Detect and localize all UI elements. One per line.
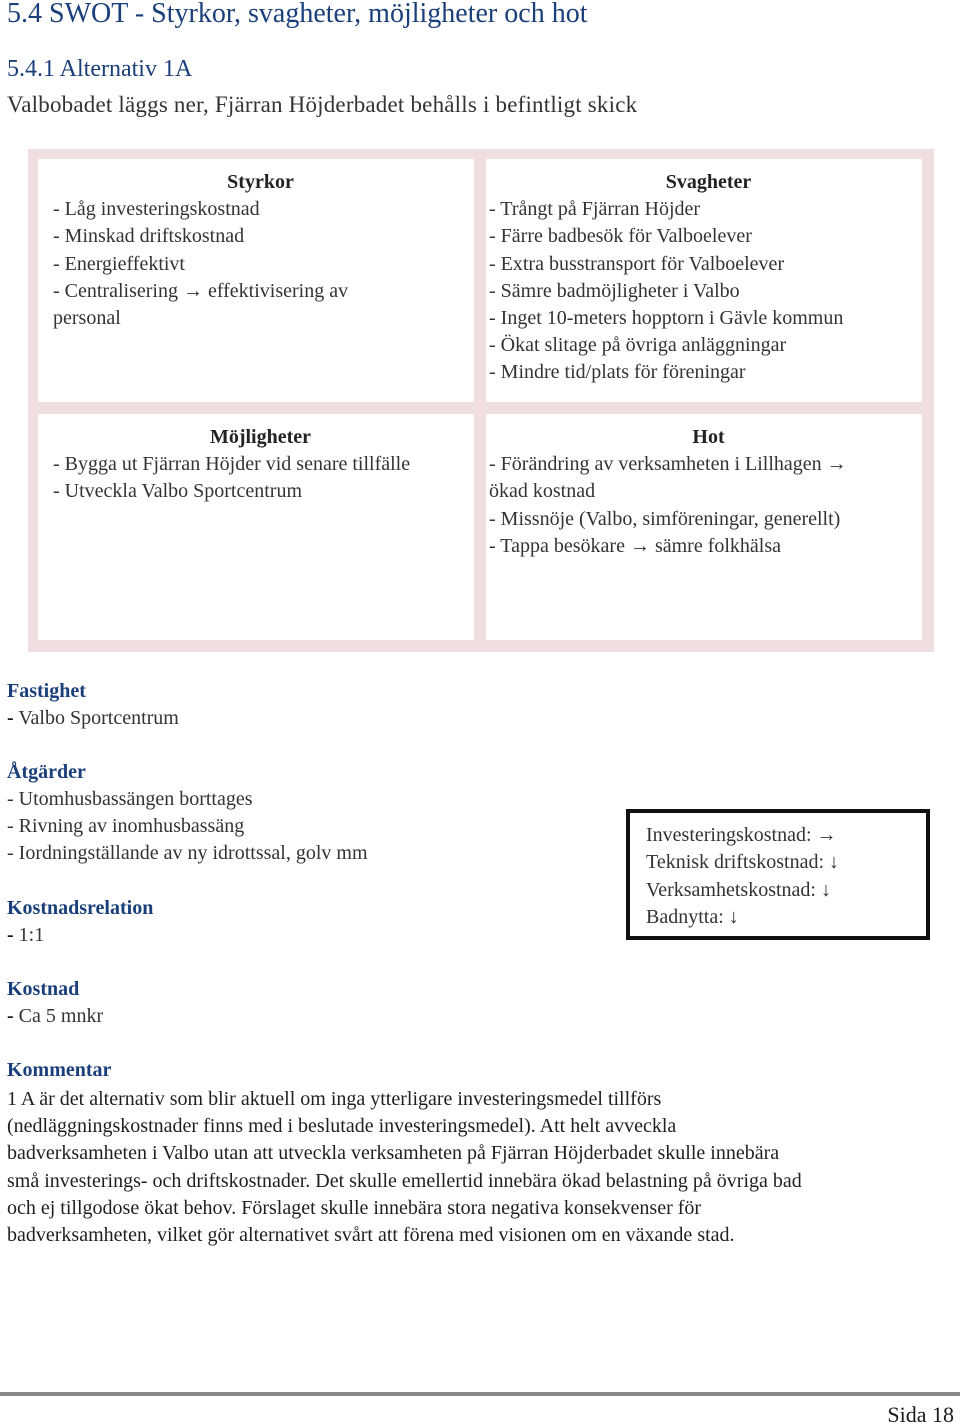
kommentar-line: (nedläggningskostnader finns med i beslutade investeringsmedel). Att helt avveckla xyxy=(7,1115,677,1138)
footer-rule xyxy=(0,1392,960,1396)
strengths-line: - Centralisering → effektivisering av xyxy=(53,279,349,302)
kommentar-label: Kommentar xyxy=(7,1059,112,1081)
strengths-title: Styrkor xyxy=(227,171,294,193)
kostnad-value xyxy=(7,1005,103,1028)
kommentar-line: badverksamheten i Valbo utan att utveckla verksamheten på Fjärran Höjderbadet skulle innebära xyxy=(7,1142,780,1165)
section-heading: 5.4 SWOT - Styrkor, svagheter, möjligheter och hot xyxy=(7,0,588,29)
subsection-heading: 5.4.1 Alternativ 1A xyxy=(7,56,193,82)
atgarder-item: - Rivning av inomhusbassäng xyxy=(7,815,245,837)
weaknesses-line: - Ökat slitage på övriga anläggningar xyxy=(489,334,787,357)
atgarder-item: - Utomhusbassängen borttages xyxy=(7,788,253,810)
swot-threats xyxy=(486,414,922,640)
opportunities-title: Möjligheter xyxy=(209,426,312,448)
strengths-line: personal xyxy=(53,307,121,330)
swot-opportunities xyxy=(38,414,474,640)
kommentar-line: 1 A är det alternativ som blir aktuell om inga ytterligare investeringsmedel tillförs xyxy=(7,1088,662,1110)
threats-title: Hot xyxy=(692,426,725,448)
cost-summary-box xyxy=(626,809,930,940)
weaknesses-line: - Extra busstransport för Valboelever xyxy=(489,252,785,275)
kostnad-label: Kostnad xyxy=(7,978,80,1000)
fastighet-label: Fastighet xyxy=(7,680,86,702)
kostnadsrelation-label: Kostnadsrelation xyxy=(7,897,154,919)
atgarder-item: - Iordningställande av ny idrottssal, golv mm xyxy=(7,842,368,864)
summary-line: Verksamhetskostnad: ↓ xyxy=(646,878,831,901)
kostnadsrelation-text: 1:1 xyxy=(18,924,45,946)
swot-table xyxy=(28,149,934,652)
kostnad-dash: - xyxy=(7,1005,14,1027)
swot-weaknesses xyxy=(486,159,922,402)
threats-line: - Tappa besökare → sämre folkhälsa xyxy=(489,534,782,557)
summary-line: Badnytta: ↓ xyxy=(646,905,739,928)
opportunities-line: - Bygga ut Fjärran Höjder vid senare tillfälle xyxy=(53,453,411,476)
strengths-line: - Minskad driftskostnad xyxy=(53,225,245,248)
fastighet-text: Valbo Sportcentrum xyxy=(18,707,179,729)
strengths-line: - Låg investeringskostnad xyxy=(53,198,260,221)
threats-line: - Missnöje (Valbo, simföreningar, generellt) xyxy=(489,507,841,530)
kostnadsrelation-dash: - xyxy=(7,924,14,946)
kommentar-text xyxy=(7,1086,953,1249)
page-number: Sida 18 xyxy=(887,1402,954,1427)
summary-line: Teknisk driftskostnad: ↓ xyxy=(646,851,840,874)
summary-line: Investeringskostnad: → xyxy=(646,824,837,846)
swot-strengths xyxy=(38,159,474,402)
weaknesses-line: - Mindre tid/plats för föreningar xyxy=(489,361,746,384)
kommentar-line: och ej tillgodose ökat behov. Förslaget skulle innebära stora negativa konsekvenser för xyxy=(7,1196,702,1219)
fastighet-value xyxy=(7,707,179,730)
threats-line: ökad kostnad xyxy=(489,480,596,503)
kommentar-line: badverksamheten, vilket gör alternativet svårt att förena med visionen om en växande stad. xyxy=(7,1224,735,1247)
strengths-line: - Energieffektivt xyxy=(53,252,185,275)
opportunities-line: - Utveckla Valbo Sportcentrum xyxy=(53,480,303,503)
kostnad-text: Ca 5 mnkr xyxy=(18,1005,104,1027)
weaknesses-line: - Färre badbesök för Valboelever xyxy=(489,225,752,248)
subtitle: Valbobadet läggs ner, Fjärran Höjderbadet behålls i befintligt skick xyxy=(7,92,638,117)
weaknesses-line: - Sämre badmöjligheter i Valbo xyxy=(489,279,740,302)
weaknesses-title: Svagheter xyxy=(665,171,752,193)
atgarder-label: Åtgärder xyxy=(7,761,86,783)
weaknesses-line: - Trångt på Fjärran Höjder xyxy=(489,198,701,221)
kostnadsrelation-value xyxy=(7,924,44,947)
kommentar-line: små investerings- och driftskostnader. Det skulle emellertid innebära ökad belastning på övriga bad xyxy=(7,1169,802,1192)
weaknesses-line: - Inget 10-meters hopptorn i Gävle kommun xyxy=(489,307,844,330)
fastighet-dash: - xyxy=(7,707,14,729)
threats-line: - Förändring av verksamheten i Lillhagen → xyxy=(489,453,847,476)
